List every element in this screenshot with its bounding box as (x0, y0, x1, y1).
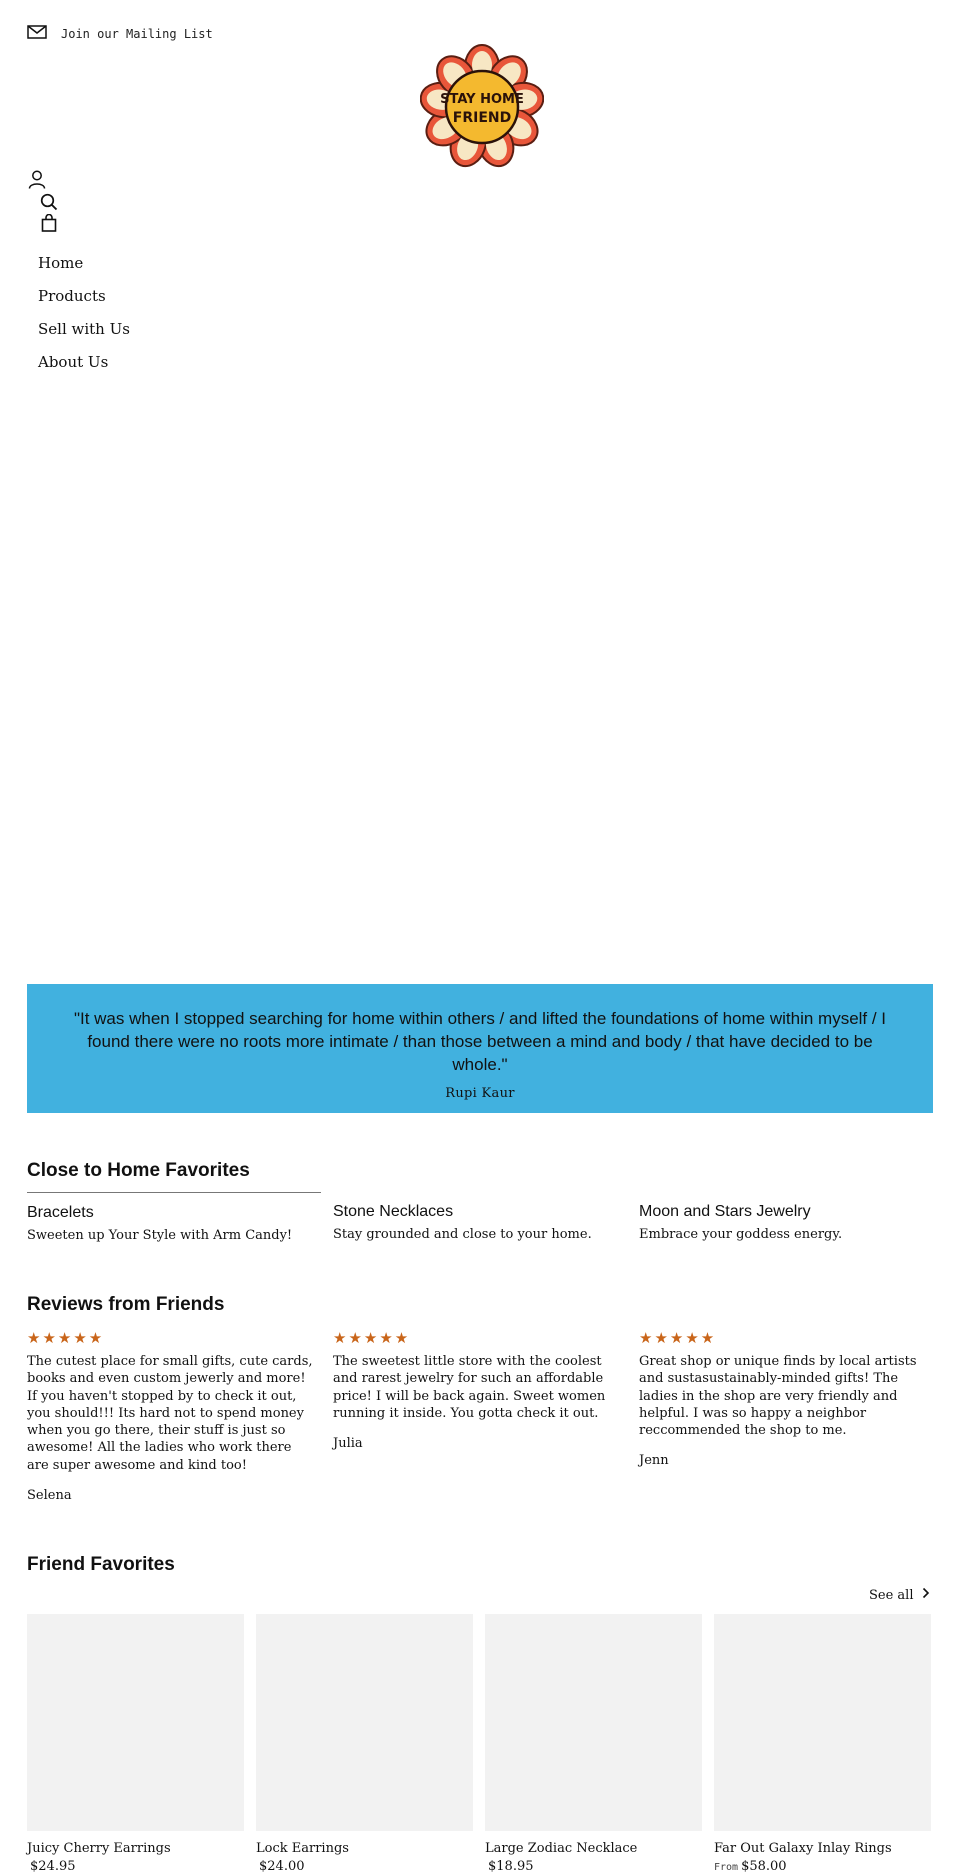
cart-icon[interactable] (41, 214, 57, 236)
store-logo[interactable] (420, 44, 544, 170)
favorite-subtitle: Sweeten up Your Style with Arm Candy! (27, 1228, 293, 1243)
quote-author: Rupi Kaur (445, 1086, 515, 1101)
star-rating: ★★★★★ (333, 1329, 411, 1347)
mailing-list-label: Join our Mailing List (61, 26, 213, 41)
favorite-collection-bracelets[interactable] (27, 1204, 322, 1243)
review-author: Julia (333, 1436, 363, 1452)
product-image[interactable] (27, 1614, 244, 1831)
price-prefix: From (714, 1862, 739, 1873)
logo-text-bottom: FRIEND (452, 110, 512, 126)
product-image[interactable] (256, 1614, 473, 1831)
product-price: $58.00 (741, 1859, 787, 1874)
favorites-section-title: Close to Home Favorites (27, 1160, 250, 1181)
product-price: $18.95 (488, 1859, 534, 1874)
reviews-section-title: Reviews from Friends (27, 1294, 225, 1315)
review-text: Great shop or unique finds by local artists and sustasustainably-minded gifts! The ladies in the shop are very friendly and helpful. I was so happy a neighbor reccommended the shop to me. (639, 1354, 917, 1439)
review-card (333, 1329, 623, 1451)
favorite-subtitle: Embrace your goddess energy. (639, 1227, 843, 1242)
product-price: $24.00 (259, 1859, 305, 1874)
favorite-title: Stone Necklaces (333, 1203, 454, 1220)
favorite-subtitle: Stay grounded and close to your home. (333, 1227, 592, 1242)
product-image[interactable] (714, 1614, 931, 1831)
nav-item-about-us[interactable]: About Us (38, 353, 109, 371)
products-section-title: Friend Favorites (27, 1554, 175, 1575)
chevron-right-icon (922, 1587, 930, 1603)
logo-text-top: STAY HOME (440, 92, 524, 107)
product-name[interactable]: Large Zodiac Necklace (485, 1841, 638, 1856)
review-author: Jenn (639, 1453, 669, 1469)
product-card[interactable] (27, 1614, 244, 1874)
favorite-title: Moon and Stars Jewelry (639, 1203, 811, 1220)
nav-item-home[interactable]: Home (38, 254, 84, 272)
review-author: Selena (27, 1488, 72, 1504)
mail-icon (27, 24, 47, 43)
product-card[interactable] (714, 1614, 931, 1874)
product-price-row (27, 1859, 244, 1874)
product-price-row (256, 1859, 473, 1874)
product-price-row (485, 1859, 702, 1874)
account-icon[interactable] (28, 170, 46, 193)
search-icon[interactable] (40, 193, 58, 215)
review-card (639, 1329, 929, 1468)
product-image[interactable] (485, 1614, 702, 1831)
product-name[interactable]: Far Out Galaxy Inlay Rings (714, 1841, 892, 1856)
product-card[interactable] (256, 1614, 473, 1874)
product-name[interactable]: Juicy Cherry Earrings (27, 1841, 171, 1856)
favorite-collection-stone-necklaces[interactable] (333, 1203, 628, 1242)
favorites-divider (27, 1192, 321, 1193)
nav-item-products[interactable]: Products (38, 287, 106, 305)
favorite-collection-moon-and-stars[interactable] (639, 1203, 934, 1242)
mailing-list-link[interactable] (27, 24, 213, 43)
product-price: $24.95 (30, 1859, 76, 1874)
quote-text: "It was when I stopped searching for home within others / and lifted the foundations of home within myself / I found there were no roots more intimate / than those between a mind and body / that have decided to be whole." (73, 1009, 887, 1074)
product-name[interactable]: Lock Earrings (256, 1841, 349, 1856)
product-price-row (714, 1859, 931, 1874)
main-nav (38, 254, 130, 386)
favorite-title: Bracelets (27, 1204, 94, 1221)
review-text: The sweetest little store with the coolest and rarest jewelry for such an affordable price! I will be back again. Sweet women running it inside. You gotta check it out. (333, 1354, 606, 1421)
star-rating: ★★★★★ (639, 1329, 717, 1347)
nav-item-sell-with-us[interactable]: Sell with Us (38, 320, 130, 338)
star-rating: ★★★★★ (27, 1329, 105, 1347)
product-card[interactable] (485, 1614, 702, 1874)
see-all-label: See all (869, 1587, 914, 1603)
quote-banner (27, 984, 933, 1113)
review-card (27, 1329, 317, 1503)
see-all-link[interactable] (869, 1587, 930, 1603)
review-text: The cutest place for small gifts, cute cards, books and even custom jewerly and more! If you haven't stopped by to check it out, you should!!! Its hard not to spend money when you go there, their stuff is just so awesome! All the ladies who work there are super awesome and kind too! (27, 1354, 313, 1473)
